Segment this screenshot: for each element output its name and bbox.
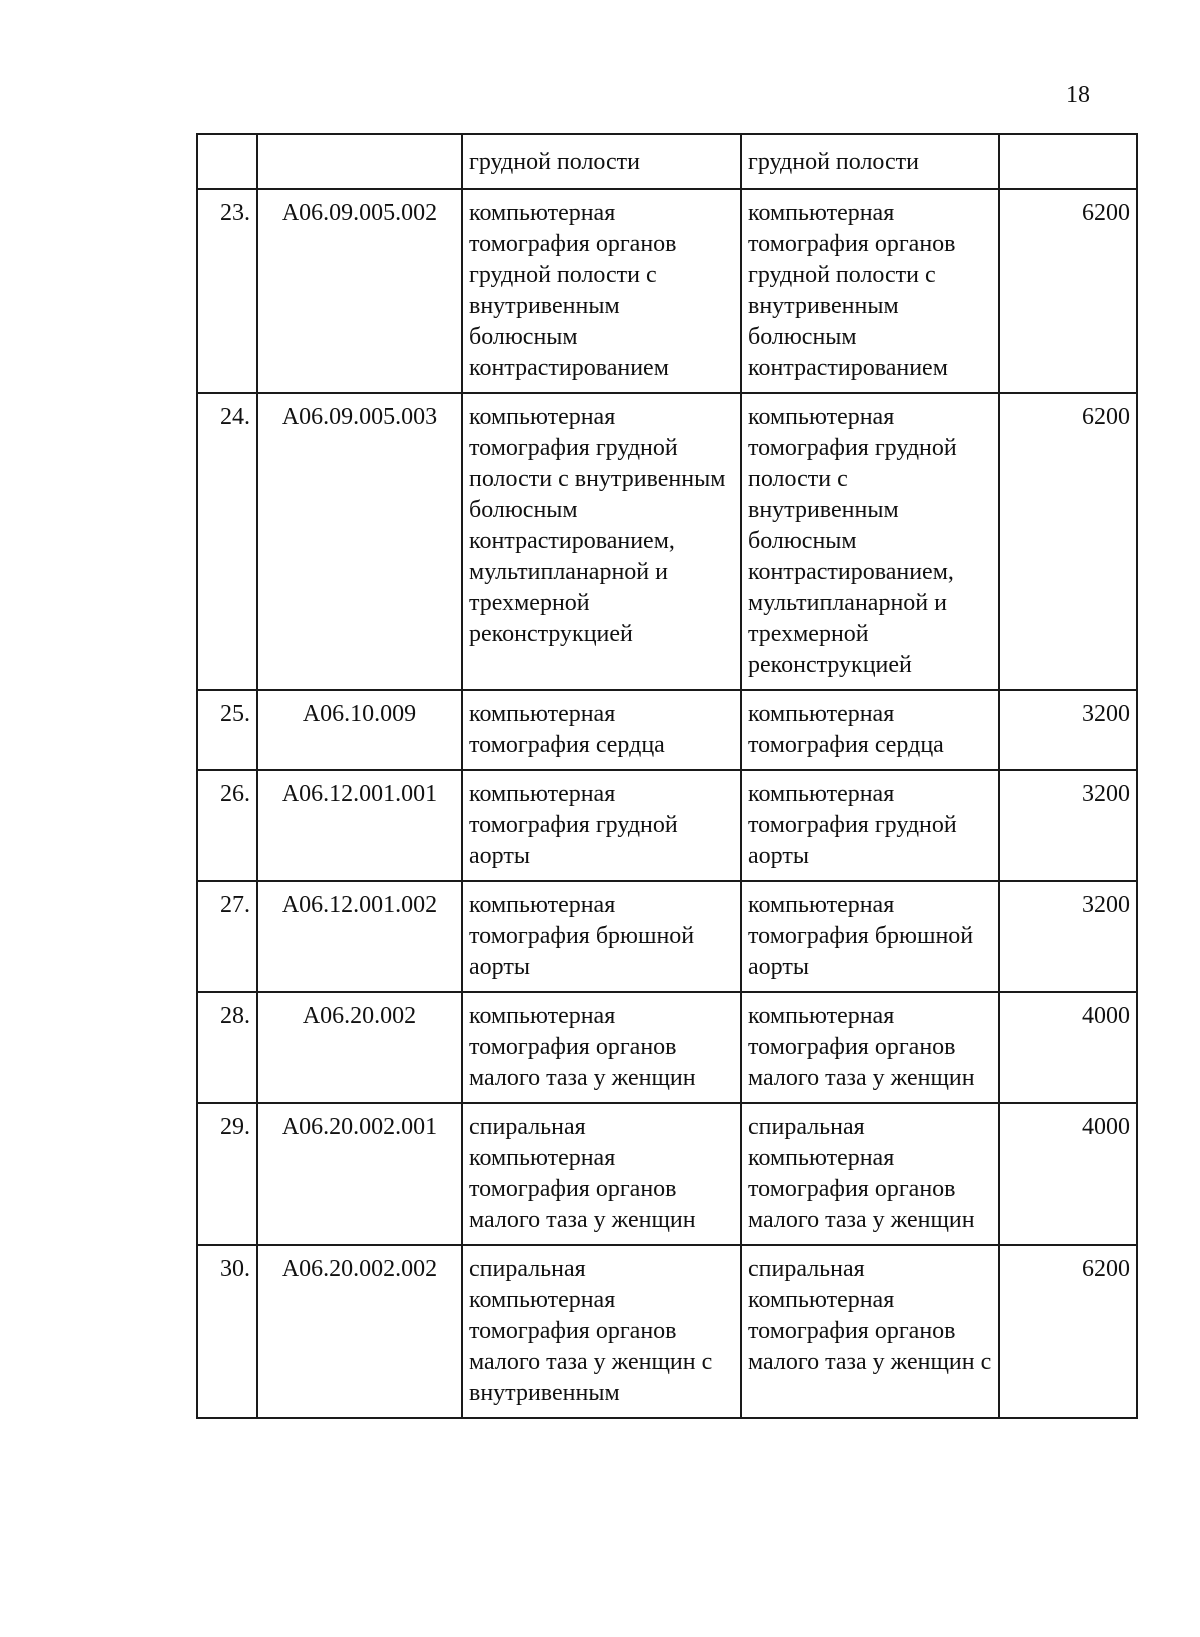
service-name: спиральная компьютерная томография органов малого таза у женщин bbox=[462, 1103, 741, 1245]
services-table bbox=[196, 133, 1138, 1419]
row-number: 30. bbox=[197, 1245, 257, 1418]
service-code bbox=[257, 134, 462, 189]
table-row bbox=[197, 393, 1137, 690]
service-price bbox=[999, 134, 1137, 189]
service-name-alt: компьютерная томография органов грудной полости с внутривенным болюсным контрастированием bbox=[741, 189, 999, 393]
service-price: 6200 bbox=[999, 393, 1137, 690]
service-code: А06.12.001.002 bbox=[257, 881, 462, 992]
service-price: 3200 bbox=[999, 770, 1137, 881]
table-row bbox=[197, 992, 1137, 1103]
row-number: 24. bbox=[197, 393, 257, 690]
row-number: 25. bbox=[197, 690, 257, 770]
service-name-alt: компьютерная томография брюшной аорты bbox=[741, 881, 999, 992]
service-name-alt: компьютерная томография органов малого таза у женщин bbox=[741, 992, 999, 1103]
row-number: 27. bbox=[197, 881, 257, 992]
service-code: А06.20.002.001 bbox=[257, 1103, 462, 1245]
service-name: компьютерная томография органов грудной полости с внутривенным болюсным контрастированием bbox=[462, 189, 741, 393]
service-name-alt: компьютерная томография сердца bbox=[741, 690, 999, 770]
service-name: грудной полости bbox=[462, 134, 741, 189]
row-number: 28. bbox=[197, 992, 257, 1103]
page-number: 18 bbox=[1066, 82, 1090, 108]
service-code: А06.12.001.001 bbox=[257, 770, 462, 881]
service-name-alt: спиральная компьютерная томография органов малого таза у женщин с bbox=[741, 1245, 999, 1418]
service-code: А06.09.005.003 bbox=[257, 393, 462, 690]
table-row bbox=[197, 1245, 1137, 1418]
table-row bbox=[197, 189, 1137, 393]
service-name: компьютерная томография органов малого таза у женщин bbox=[462, 992, 741, 1103]
service-code: А06.10.009 bbox=[257, 690, 462, 770]
service-code: А06.09.005.002 bbox=[257, 189, 462, 393]
service-price: 6200 bbox=[999, 1245, 1137, 1418]
row-number: 26. bbox=[197, 770, 257, 881]
service-code: А06.20.002.002 bbox=[257, 1245, 462, 1418]
service-name: компьютерная томография сердца bbox=[462, 690, 741, 770]
service-price: 3200 bbox=[999, 881, 1137, 992]
table-row bbox=[197, 1103, 1137, 1245]
service-name-alt: компьютерная томография грудной полости с внутривенным болюсным контрастированием, мультипланарной и трехмерной реконструкцией bbox=[741, 393, 999, 690]
service-price: 3200 bbox=[999, 690, 1137, 770]
table-row bbox=[197, 134, 1137, 189]
service-name-alt: грудной полости bbox=[741, 134, 999, 189]
service-name: компьютерная томография грудной аорты bbox=[462, 770, 741, 881]
service-price: 6200 bbox=[999, 189, 1137, 393]
table-row bbox=[197, 881, 1137, 992]
service-name: компьютерная томография грудной полости с внутривенным болюсным контрастированием, мультипланарной и трехмерной реконструкцией bbox=[462, 393, 741, 690]
service-name: компьютерная томография брюшной аорты bbox=[462, 881, 741, 992]
table-row bbox=[197, 770, 1137, 881]
row-number bbox=[197, 134, 257, 189]
service-code: А06.20.002 bbox=[257, 992, 462, 1103]
service-name-alt: компьютерная томография грудной аорты bbox=[741, 770, 999, 881]
service-price: 4000 bbox=[999, 1103, 1137, 1245]
service-price: 4000 bbox=[999, 992, 1137, 1103]
service-name-alt: спиральная компьютерная томография органов малого таза у женщин bbox=[741, 1103, 999, 1245]
row-number: 23. bbox=[197, 189, 257, 393]
service-name: спиральная компьютерная томография органов малого таза у женщин с внутривенным bbox=[462, 1245, 741, 1418]
table-row bbox=[197, 690, 1137, 770]
row-number: 29. bbox=[197, 1103, 257, 1245]
